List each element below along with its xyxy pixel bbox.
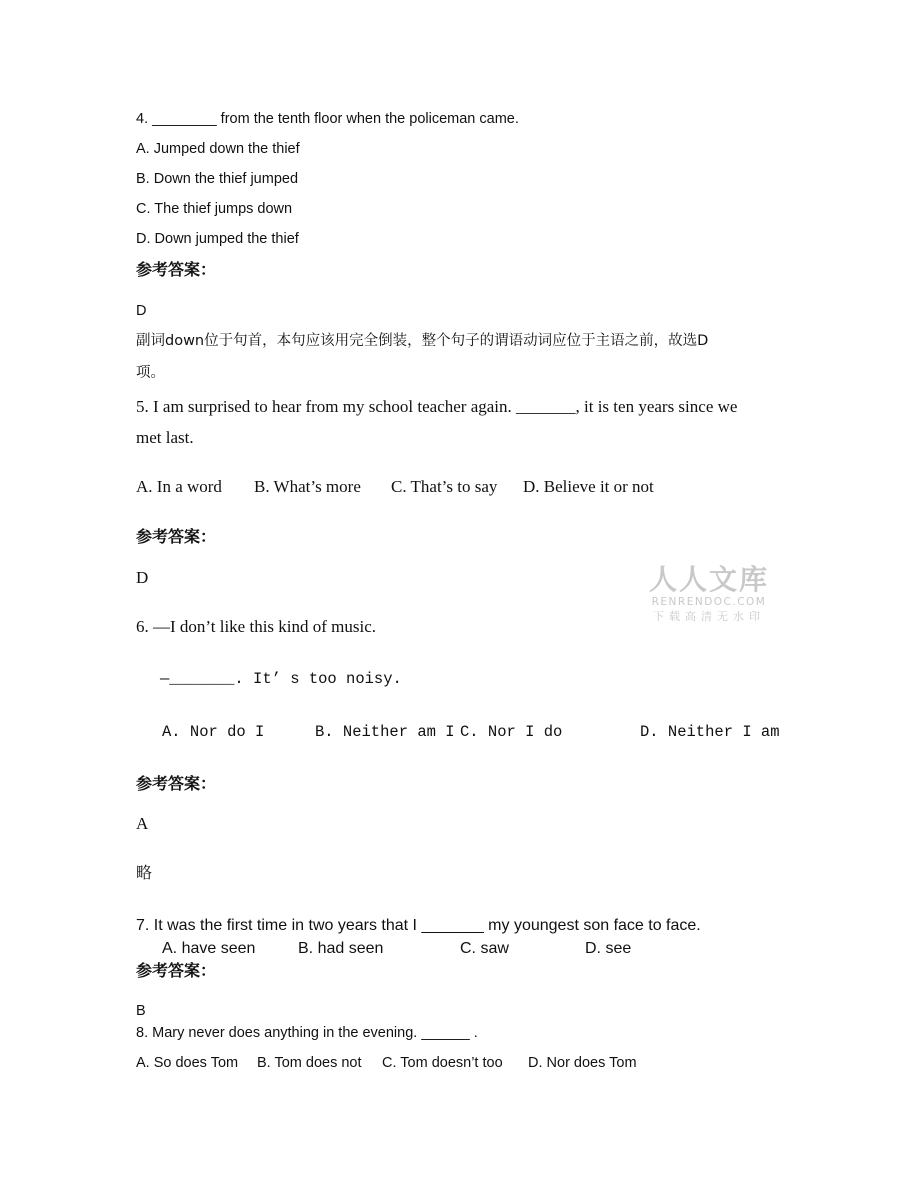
- q4-explanation-cont: 项。: [136, 365, 165, 381]
- q7-answer-label: 参考答案：: [136, 961, 217, 980]
- q7-option-a: A. have seen: [162, 940, 256, 957]
- q4-explanation: 副词down位于句首，本句应该用完全倒装，整个句子的谓语动词应位于主语之前，故选D: [136, 333, 709, 349]
- q7-option-b: B. had seen: [298, 940, 384, 957]
- watermark-logo: [646, 563, 772, 623]
- q4-question: 4. ________ from the tenth floor when the policeman came.: [136, 111, 519, 127]
- q5-answer: D: [136, 568, 149, 587]
- q6-note: 略: [136, 863, 153, 882]
- q4-option-d: D. Down jumped the thief: [136, 231, 299, 247]
- q8-option-b: B. Tom does not: [257, 1055, 362, 1071]
- q7-option-c: C. saw: [460, 940, 509, 957]
- q4-answer-label: 参考答案：: [136, 260, 217, 279]
- q4-answer: D: [136, 303, 147, 319]
- watermark-tagline: 下载高清无水印: [653, 609, 765, 623]
- q7-answer: B: [136, 1003, 146, 1019]
- q6-answer-label: 参考答案：: [136, 774, 217, 793]
- q4-option-c: C. The thief jumps down: [136, 201, 293, 217]
- q6-answer: A: [136, 814, 149, 833]
- q5-option-b: B. What’s more: [254, 477, 361, 496]
- q6-reply: —_______. It’ s too noisy.: [160, 670, 402, 688]
- watermark-url: RENRENDOC.COM: [651, 596, 767, 608]
- q5-option-d: D. Believe it or not: [523, 477, 654, 496]
- q5-question-cont: met last.: [136, 428, 194, 447]
- q8-option-c: C. Tom doesn’t too: [382, 1055, 503, 1071]
- q5-question: 5. I am surprised to hear from my school teacher again. _______, it is ten years since we: [136, 397, 738, 416]
- q6-option-b: B. Neither am I: [315, 723, 455, 741]
- watermark-title: 人人文库: [648, 563, 769, 596]
- q4-option-a: A. Jumped down the thief: [136, 141, 300, 157]
- q8-option-a: A. So does Tom: [136, 1055, 239, 1071]
- q8-option-d: D. Nor does Tom: [528, 1055, 637, 1071]
- q7-question: 7. It was the first time in two years that I _______ my youngest son face to face.: [136, 917, 701, 934]
- q7-option-d: D. see: [585, 940, 632, 957]
- q6-option-d: D. Neither I am: [640, 723, 780, 741]
- q5-option-c: C. That’s to say: [391, 477, 498, 496]
- q8-question: 8. Mary never does anything in the evening. ______ .: [136, 1025, 478, 1041]
- q6-option-a: A. Nor do I: [162, 723, 265, 741]
- q5-answer-label: 参考答案：: [136, 527, 217, 546]
- q5-option-a: A. In a word: [136, 477, 222, 496]
- q6-option-c: C. Nor I do: [460, 723, 563, 741]
- q6-question: 6. —I don’t like this kind of music.: [136, 617, 377, 636]
- q4-option-b: B. Down the thief jumped: [136, 171, 299, 187]
